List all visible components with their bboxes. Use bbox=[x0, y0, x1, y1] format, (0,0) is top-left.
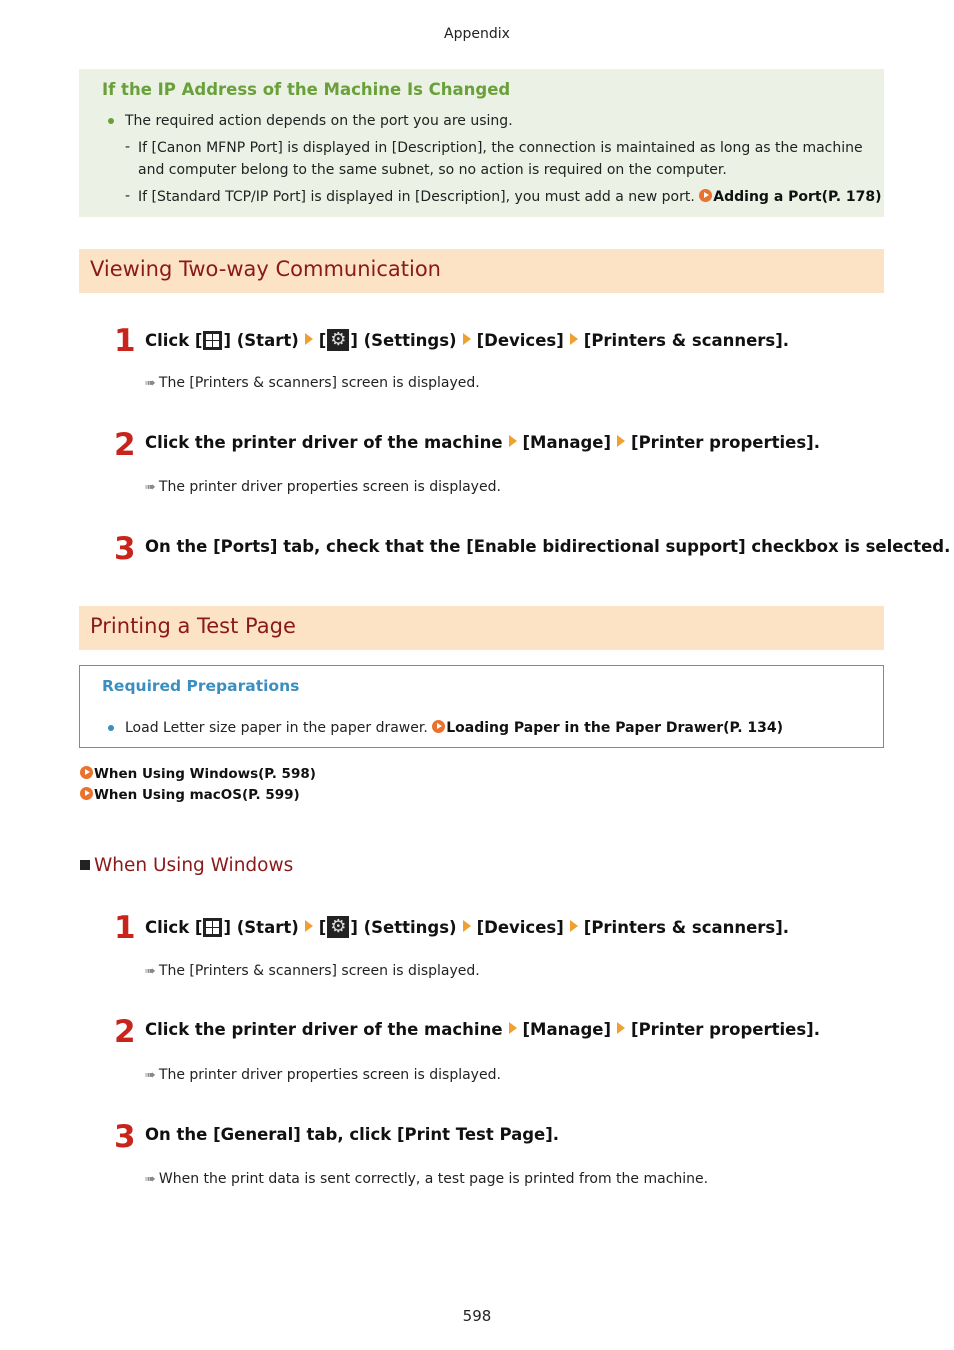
settings-gear-icon bbox=[327, 916, 349, 938]
required-preparations-title: Required Preparations bbox=[102, 677, 300, 695]
result-arrow-icon: ➠ bbox=[145, 1068, 156, 1083]
step-1-result: ➠ The [Printers & scanners] screen is displayed. bbox=[145, 963, 480, 979]
orange-triangle-icon bbox=[570, 920, 578, 932]
link-arrow-icon bbox=[80, 787, 93, 800]
bullet-icon bbox=[108, 118, 114, 124]
step-number: 1 bbox=[114, 323, 136, 359]
section-title: Printing a Test Page bbox=[90, 614, 296, 638]
result-arrow-icon: ➠ bbox=[145, 1172, 156, 1187]
step-1-instruction: Click [ ] (Start) [⚙ ] (Settings) [Devices] [Printers & scanners]. bbox=[145, 916, 789, 938]
windows-start-icon bbox=[203, 331, 222, 350]
adding-port-link[interactable]: Adding a Port(P. 178) bbox=[699, 189, 881, 205]
note-sub2 bbox=[138, 186, 882, 208]
subheading-when-using-windows: When Using Windows bbox=[80, 855, 293, 876]
orange-triangle-icon bbox=[305, 333, 313, 345]
page-header: Appendix bbox=[444, 26, 510, 42]
page-number: 598 bbox=[462, 1307, 492, 1325]
step-number: 3 bbox=[114, 531, 136, 567]
step-3-instruction: On the [Ports] tab, check that the [Enable bidirectional support] checkbox is selected. bbox=[145, 537, 951, 556]
prep-item: Load Letter size paper in the paper drawer. Loading Paper in the Paper Drawer(P. 134) bbox=[125, 720, 784, 736]
dash-marker: - bbox=[125, 139, 131, 155]
step-number: 2 bbox=[114, 427, 136, 463]
dash-marker: - bbox=[125, 188, 131, 204]
note-sub1-line1: If [Canon MFNP Port] is displayed in [Description], the connection is maintained as long as the machine bbox=[138, 140, 863, 156]
note-bullet-text: The required action depends on the port you are using. bbox=[125, 113, 513, 129]
settings-gear-icon bbox=[327, 329, 349, 351]
step-2-instruction: Click the printer driver of the machine [Manage] [Printer properties]. bbox=[145, 1020, 820, 1039]
result-arrow-icon: ➠ bbox=[145, 964, 156, 979]
step-number: 2 bbox=[114, 1014, 136, 1050]
step-2-result: ➠ The printer driver properties screen is displayed. bbox=[145, 479, 501, 495]
square-bullet-icon bbox=[80, 860, 90, 870]
orange-triangle-icon bbox=[509, 435, 517, 447]
step-3-result: ➠ When the print data is sent correctly, a test page is printed from the machine. bbox=[145, 1171, 709, 1187]
link-arrow-icon bbox=[432, 720, 445, 733]
section-viewing-two-way-communication bbox=[79, 249, 884, 293]
step-number: 1 bbox=[114, 910, 136, 946]
note-sub1-line2: and computer belong to the same subnet, so no action is required on the computer. bbox=[138, 162, 727, 178]
step-1-instruction: Click [ ] (Start) [⚙ ] (Settings) [Devices] [Printers & scanners]. bbox=[145, 329, 789, 351]
section-printing-test-page bbox=[79, 606, 884, 650]
step-number: 3 bbox=[114, 1119, 136, 1155]
orange-triangle-icon bbox=[617, 435, 625, 447]
orange-triangle-icon bbox=[509, 1022, 517, 1034]
link-arrow-icon bbox=[699, 189, 712, 202]
step-2-instruction: Click the printer driver of the machine [Manage] [Printer properties]. bbox=[145, 433, 820, 452]
note-title: If the IP Address of the Machine Is Changed bbox=[102, 80, 511, 99]
step-2-result: ➠ The printer driver properties screen is displayed. bbox=[145, 1067, 501, 1083]
when-using-macos-link[interactable]: When Using macOS(P. 599) bbox=[80, 787, 300, 803]
result-arrow-icon: ➠ bbox=[145, 376, 156, 391]
link-arrow-icon bbox=[80, 766, 93, 779]
result-arrow-icon: ➠ bbox=[145, 480, 156, 495]
orange-triangle-icon bbox=[463, 333, 471, 345]
loading-paper-link[interactable]: Loading Paper in the Paper Drawer(P. 134) bbox=[432, 720, 783, 736]
step-3-instruction: On the [General] tab, click [Print Test Page]. bbox=[145, 1125, 560, 1144]
orange-triangle-icon bbox=[305, 920, 313, 932]
bullet-icon bbox=[108, 725, 114, 731]
when-using-windows-link[interactable]: When Using Windows(P. 598) bbox=[80, 766, 316, 782]
step-1-result: ➠ The [Printers & scanners] screen is displayed. bbox=[145, 375, 480, 391]
note-sub2-text: If [Standard TCP/IP Port] is displayed in [Description], you must add a new port. bbox=[138, 189, 695, 205]
orange-triangle-icon bbox=[617, 1022, 625, 1034]
orange-triangle-icon bbox=[463, 920, 471, 932]
windows-start-icon bbox=[203, 918, 222, 937]
orange-triangle-icon bbox=[570, 333, 578, 345]
section-title: Viewing Two-way Communication bbox=[90, 257, 441, 281]
